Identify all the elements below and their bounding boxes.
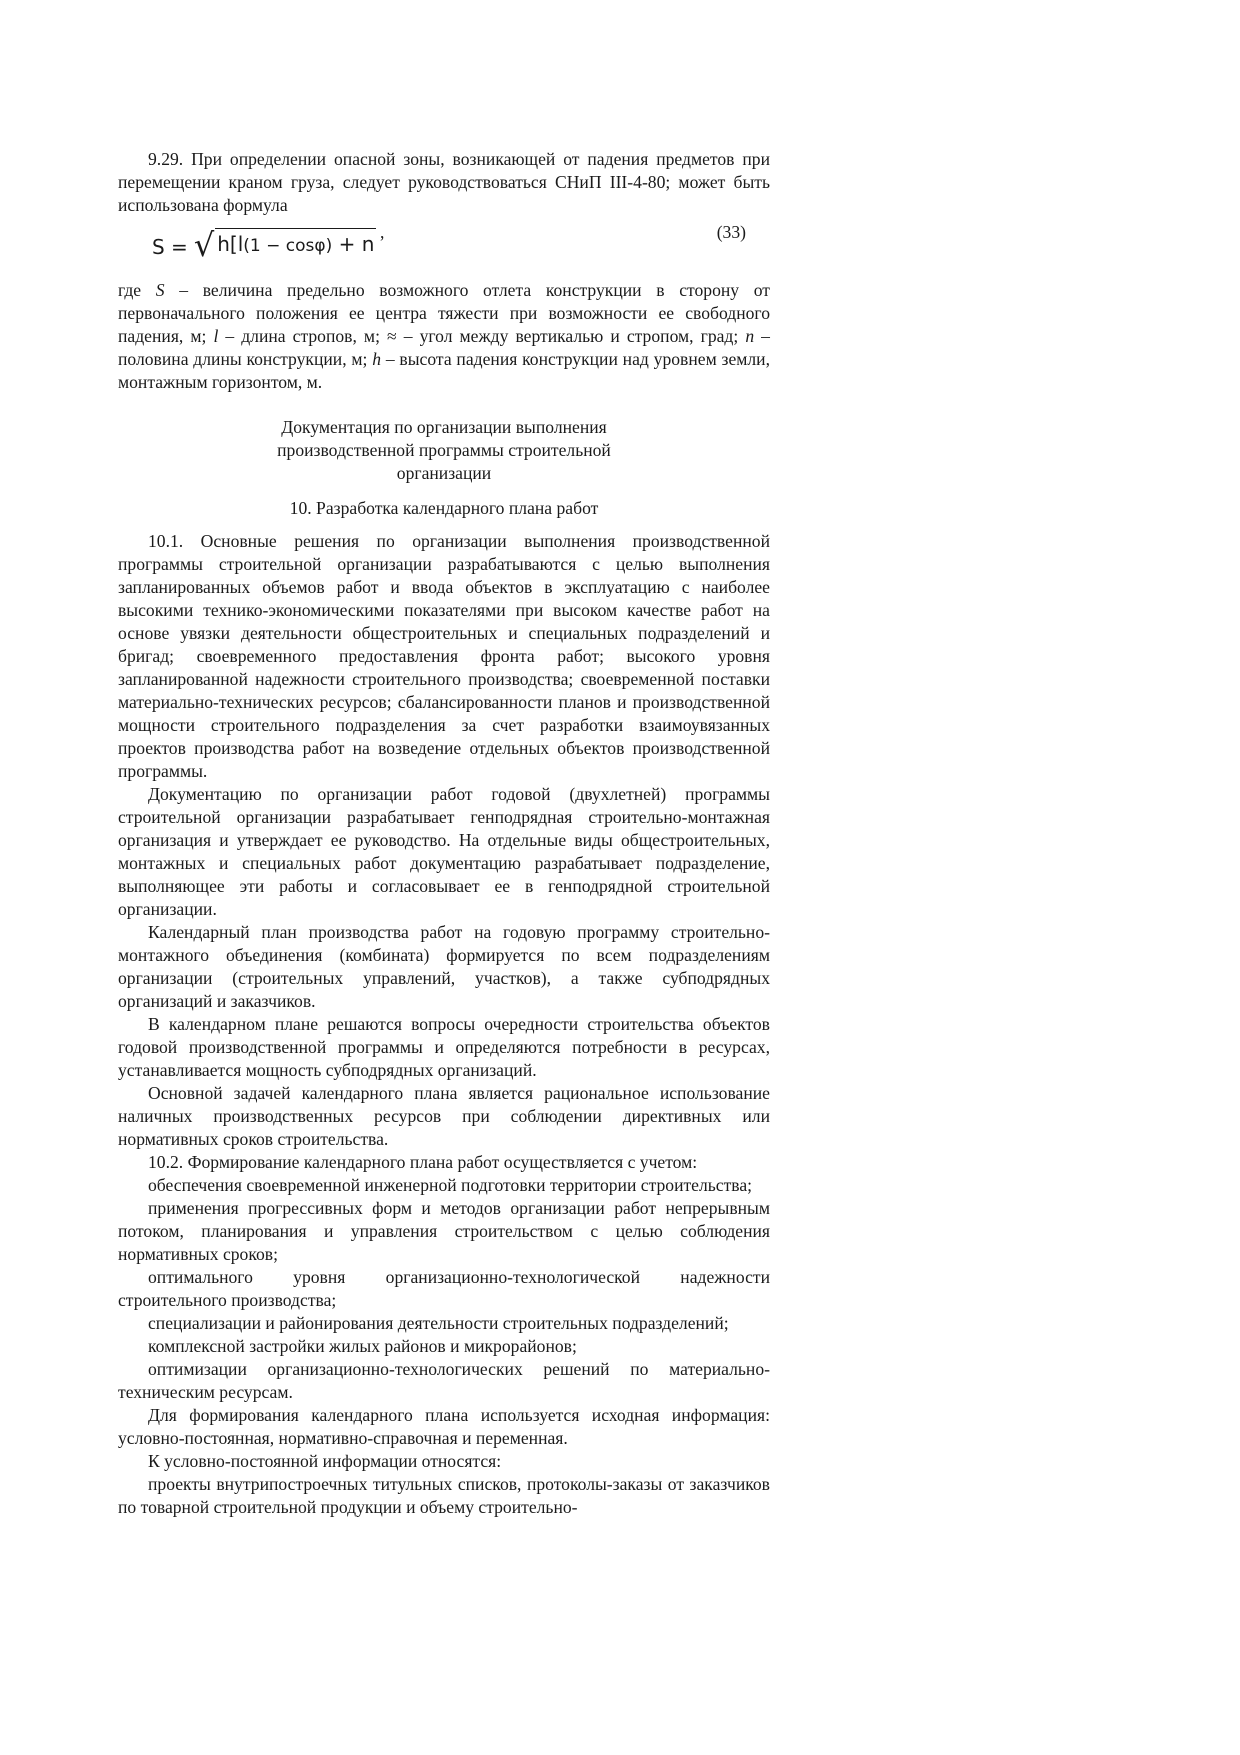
paragraph: Документацию по организации работ годовой (двухлетней) программы строительной организации разрабатывает генподрядная строительно-монтажная организация и утверждает ее руководство. На отдельные виды общестроительных, монтажных и специальных работ документацию разрабатывает подразделение, выполняющее эти работы и согласовывает ее в генподрядной строительной организации.: [118, 784, 770, 919]
paragraph: 10.2. Формирование календарного плана работ осуществляется с учетом:: [148, 1152, 698, 1172]
where-var-n: n: [745, 326, 755, 346]
where-text-1: где: [118, 280, 156, 300]
list-item: комплексной застройки жилых районов и микрорайонов;: [148, 1336, 577, 1356]
where-text-3: – длина стропов, м; ≈ – угол между вертикалью и стропом, град;: [218, 326, 746, 346]
paragraph: Для формирования календарного плана используется исходная информация: условно-постоянная, нормативно-справочная и переменная.: [118, 1405, 770, 1448]
formula-expression: [152, 223, 376, 264]
formula-plus-n: + n: [338, 232, 375, 256]
formula-number: (33): [716, 222, 746, 242]
formula-l: l: [237, 232, 244, 256]
paragraph-9-29: 9.29. При определении опасной зоны, возникающей от падения предметов при перемещении краном груза, следует руководствоваться СНиП III-4-80; может быть использована формула: [118, 149, 770, 215]
formula-comma: ,: [380, 222, 385, 242]
document-page: [118, 148, 770, 1519]
sqrt-icon: √: [193, 226, 215, 264]
where-text-2: – величина предельно возможного отлета конструкции в сторону от первоначального положения ее центра тяжести при возможности ее свободного падения, м;: [118, 280, 770, 346]
where-var-h: h: [372, 349, 382, 369]
list-item: оптимального уровня организационно-технологической надежности строительного производства;: [118, 1267, 770, 1310]
paragraph: 10.1. Основные решения по организации выполнения производственной программы строительной организации разрабатываются с целью выполнения запланированных объемов работ и ввода объектов в эксплуатацию с наиболее высокими технико-экономическими показателями при высоком качестве работ на основе увязки деятельности общестроительных и специальных подразделений и бригад; своевременного предоставления фронта работ; высокого уровня запланированной надежности строительного производства; своевременной поставки материально-технических ресурсов; сбалансированности планов и производственной мощности строительного подразделения за счет разработки взаимоувязанных проектов производства работ на возведение отдельных объектов производственной программы.: [118, 531, 770, 781]
paragraph: К условно-постоянной информации относятся:: [148, 1451, 502, 1471]
list-item: специализации и районирования деятельности строительных подразделений;: [148, 1313, 729, 1333]
formula-explanation: [118, 279, 770, 394]
paragraph: Основной задачей календарного плана является рациональное использование наличных производственных ресурсов при соблюдении директивных или нормативных сроков строительства.: [118, 1083, 770, 1149]
list-item: оптимизации организационно-технологических решений по материально-техническим ресурсам.: [118, 1359, 770, 1402]
subsection-title: 10. Разработка календарного плана работ: [289, 498, 599, 518]
where-text-5: – высота падения конструкции над уровнем земли, монтажным горизонтом, м.: [118, 349, 770, 392]
formula-lhs: S =: [152, 235, 188, 259]
paragraph: В календарном плане решаются вопросы очередности строительства объектов годовой производственной программы и определяются потребности в ресурсах, устанавливается мощность субподрядных организаций.: [118, 1014, 770, 1080]
formula-radicand: [215, 228, 376, 259]
where-text-4: – половина длины конструкции, м;: [118, 326, 770, 369]
list-item: обеспечения своевременной инженерной подготовки территории строительства;: [148, 1175, 753, 1195]
formula-bracket: [: [229, 232, 238, 256]
section-title: Документация по организации выполнения производственной программы строительной организации: [277, 417, 611, 483]
paragraph: проекты внутрипостроечных титульных списков, протоколы-заказы от заказчиков по товарной строительной продукции и объему строительно-: [118, 1474, 770, 1517]
formula-h: h: [217, 232, 230, 256]
list-item: применения прогрессивных форм и методов организации работ непрерывным потоком, планирования и управления строительством с целью соблюдения нормативных сроков;: [118, 1198, 770, 1264]
where-var-l: l: [213, 326, 219, 346]
paragraph: Календарный план производства работ на годовую программу строительно-монтажного объединения (комбината) формируется по всем подразделениям организации (строительных управлений, участков), а также субподрядных организаций и заказчиков.: [118, 922, 770, 1011]
formula-inner: (1 − cosφ): [243, 236, 333, 256]
formula-33: [118, 217, 770, 279]
where-var-s: S: [155, 280, 165, 300]
